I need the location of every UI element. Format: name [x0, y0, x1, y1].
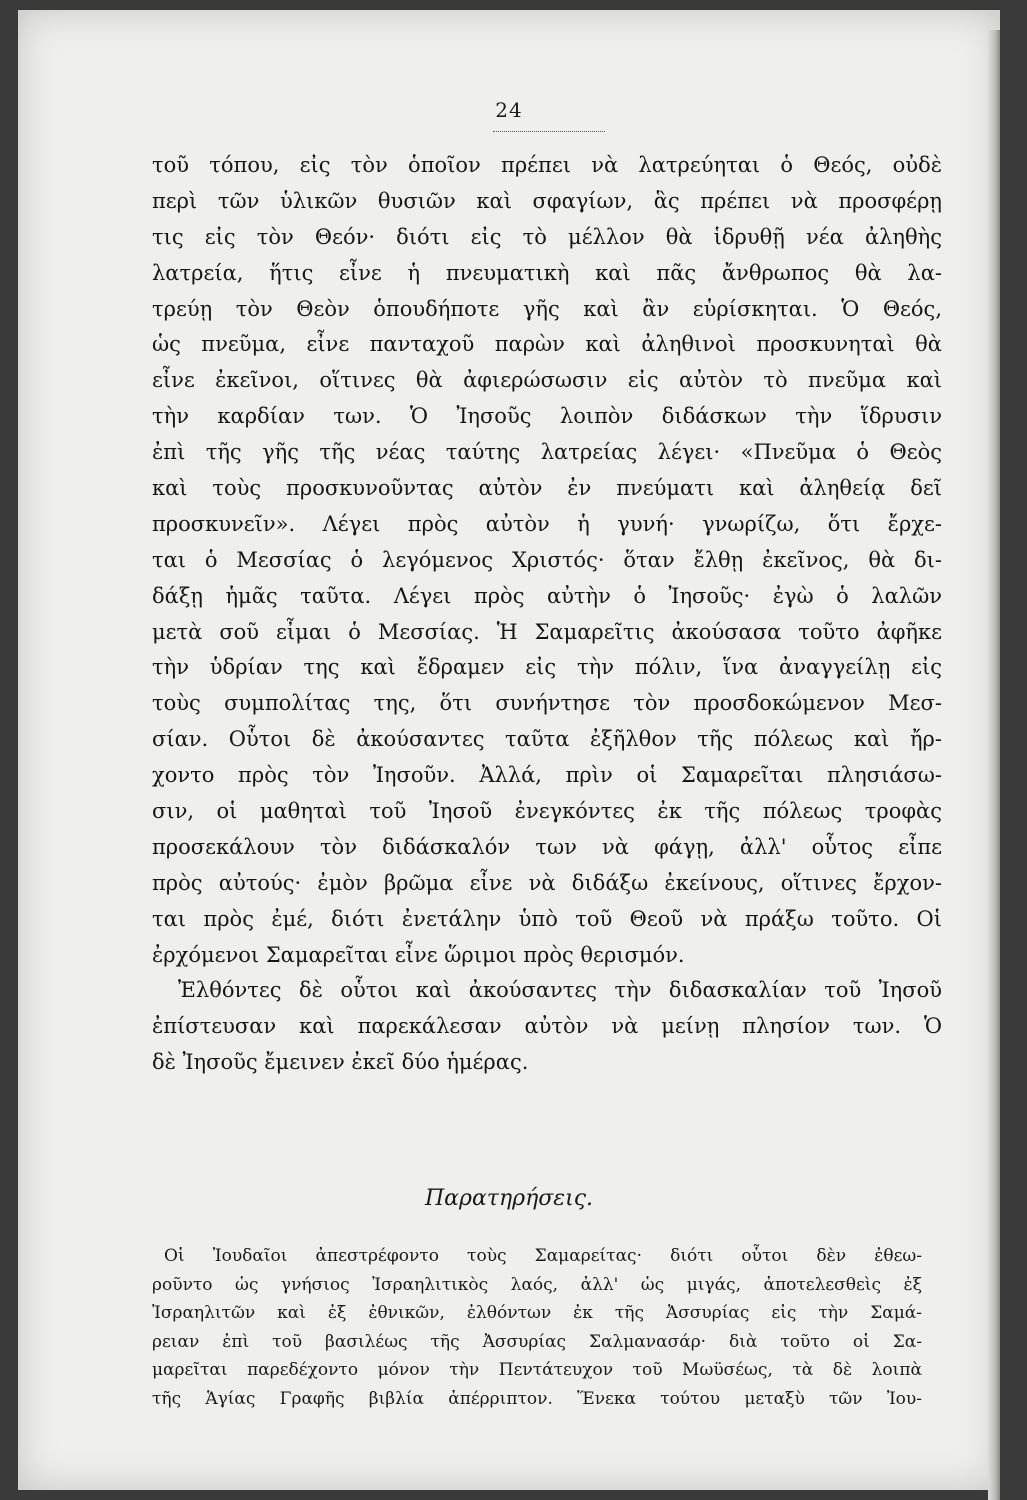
text-line: δὲ Ἰησοῦς ἔμεινεν ἐκεῖ δύο ἡμέρας. — [152, 1050, 529, 1075]
text-line: λατρεία, ἥτις εἶνε ἡ πνευματικὴ καὶ πᾶς ἄνθρωπος θὰ λα- — [152, 260, 942, 285]
text-line: τοῦ τόπου, εἰς τὸν ὁποῖον πρέπει νὰ λατρεύηται ὁ Θεός, οὐδὲ — [152, 153, 942, 177]
note-line: ρειαν ἐπὶ τοῦ βασιλέως τῆς Ἀσσυρίας Σαλμανασάρ· διὰ τοῦτο οἱ Σα- — [152, 1331, 922, 1352]
page-edge — [988, 30, 1000, 1500]
text-line: χοντο πρὸς τὸν Ἰησοῦν. Ἀλλά, πρὶν οἱ Σαμαρεῖται πλησιάσω- — [152, 763, 942, 788]
text-line: ται ὁ Μεσσίας ὁ λεγόμενος Χριστός· ὅταν ἔλθῃ ἐκεῖνος, θὰ δι- — [152, 547, 942, 572]
notes-text — [152, 1242, 922, 1414]
text-line: πρὸς αὐτούς· ἐμὸν βρῶμα εἶνε νὰ διδάξω ἐκείνους, οἵτινες ἔρχον- — [152, 870, 942, 895]
text-line: προσκυνεῖν». Λέγει πρὸς αὐτὸν ἡ γυνή· γνωρίζω, ὅτι ἔρχε- — [152, 511, 942, 536]
note-line: τῆς Ἁγίας Γραφῆς βιβλία ἀπέρριπτον. Ἕνεκα τούτου μεταξὺ τῶν Ἰου- — [152, 1388, 922, 1409]
text-line: Ἐλθόντες δὲ οὗτοι καὶ ἀκούσαντες τὴν διδασκαλίαν τοῦ Ἰησοῦ — [178, 978, 942, 1003]
page-number-rule — [493, 131, 605, 132]
text-line: προσεκάλουν τὸν διδάσκαλόν των νὰ φάγῃ, ἀλλ' οὗτος εἶπε — [152, 834, 942, 859]
text-line: ἐπίστευσαν καὶ παρεκάλεσαν αὐτὸν νὰ μείνῃ πλησίον των. Ὁ — [152, 1014, 942, 1039]
page-number: 24 — [495, 98, 523, 122]
body-text — [152, 148, 942, 1081]
text-line: μετὰ σοῦ εἶμαι ὁ Μεσσίας. Ἡ Σαμαρεῖτις ἀκούσασα τοῦτο ἀφῆκε — [152, 619, 942, 644]
note-line: Ἰσραηλιτῶν καὶ ἐξ ἐθνικῶν, ἐλθόντων ἐκ τῆς Ἀσσυρίας εἰς τὴν Σαμά- — [152, 1303, 922, 1324]
text-line: τὴν ὑδρίαν της καὶ ἔδραμεν εἰς τὴν πόλιν, ἵνα ἀναγγείλῃ εἰς — [152, 655, 942, 680]
text-line: σιν, οἱ μαθηταὶ τοῦ Ἰησοῦ ἐνεγκόντες ἐκ τῆς πόλεως τροφὰς — [152, 799, 942, 824]
text-line: τις εἰς τὸν Θεόν· διότι εἰς τὸ μέλλον θὰ ἱδρυθῇ νέα ἀληθὴς — [152, 224, 942, 249]
text-line: ἐπὶ τῆς γῆς τῆς νέας ταύτης λατρείας λέγει· «Πνεῦμα ὁ Θεὸς — [152, 440, 942, 465]
text-line: τὴν καρδίαν των. Ὁ Ἰησοῦς λοιπὸν διδάσκων τὴν ἵδρυσιν — [152, 404, 942, 429]
text-line: τοὺς συμπολίτας της, ὅτι συνήντησε τὸν προσδοκώμενον Μεσ- — [152, 691, 942, 716]
note-line: ροῦντο ὡς γνήσιος Ἰσραηλιτικὸς λαός, ἀλλ' ὡς μιγάς, ἀποτελεσθεὶς ἐξ — [152, 1274, 922, 1295]
text-line: περὶ τῶν ὑλικῶν θυσιῶν καὶ σφαγίων, ἃς πρέπει νὰ προσφέρῃ — [152, 188, 942, 213]
text-line: ὡς πνεῦμα, εἶνε πανταχοῦ παρὼν καὶ ἀληθινοὶ προσκυνηταὶ θὰ — [152, 332, 942, 357]
note-line: μαρεῖται παρεδέχοντο μόνον τὴν Πεντάτευχον τοῦ Μωϋσέως, τὰ δὲ λοιπὰ — [152, 1360, 922, 1381]
text-line: εἶνε ἐκεῖνοι, οἵτινες θὰ ἀφιερώσωσιν εἰς αὐτὸν τὸ πνεῦμα καὶ — [152, 368, 942, 393]
text-line: τρεύῃ τὸν Θεὸν ὁπουδήποτε γῆς καὶ ἂν εὑρίσκηται. Ὁ Θεός, — [152, 296, 942, 321]
text-line: δάξῃ ἡμᾶς ταῦτα. Λέγει πρὸς αὐτὴν ὁ Ἰησοῦς· ἐγὼ ὁ λαλῶν — [152, 583, 942, 608]
section-title: Παρατηρήσεις. — [424, 1186, 594, 1211]
text-line: ται πρὸς ἐμέ, διότι ἐνετάλην ὑπὸ τοῦ Θεοῦ νὰ πράξω τοῦτο. Οἱ — [152, 906, 942, 931]
text-line: σίαν. Οὗτοι δὲ ἀκούσαντες ταῦτα ἐξῆλθον τῆς πόλεως καὶ ἤρ- — [152, 727, 942, 752]
note-line: Οἱ Ἰουδαῖοι ἀπεστρέφοντο τοὺς Σαμαρείτας· διότι οὗτοι δὲν ἐθεω- — [164, 1246, 922, 1266]
text-line: καὶ τοὺς προσκυνοῦντας αὐτὸν ἐν πνεύματι καὶ ἀληθείᾳ δεῖ — [152, 476, 942, 501]
text-line: ἐρχόμενοι Σαμαρεῖται εἶνε ὥριμοι πρὸς θερισμόν. — [152, 942, 685, 967]
book-page — [18, 10, 1000, 1490]
